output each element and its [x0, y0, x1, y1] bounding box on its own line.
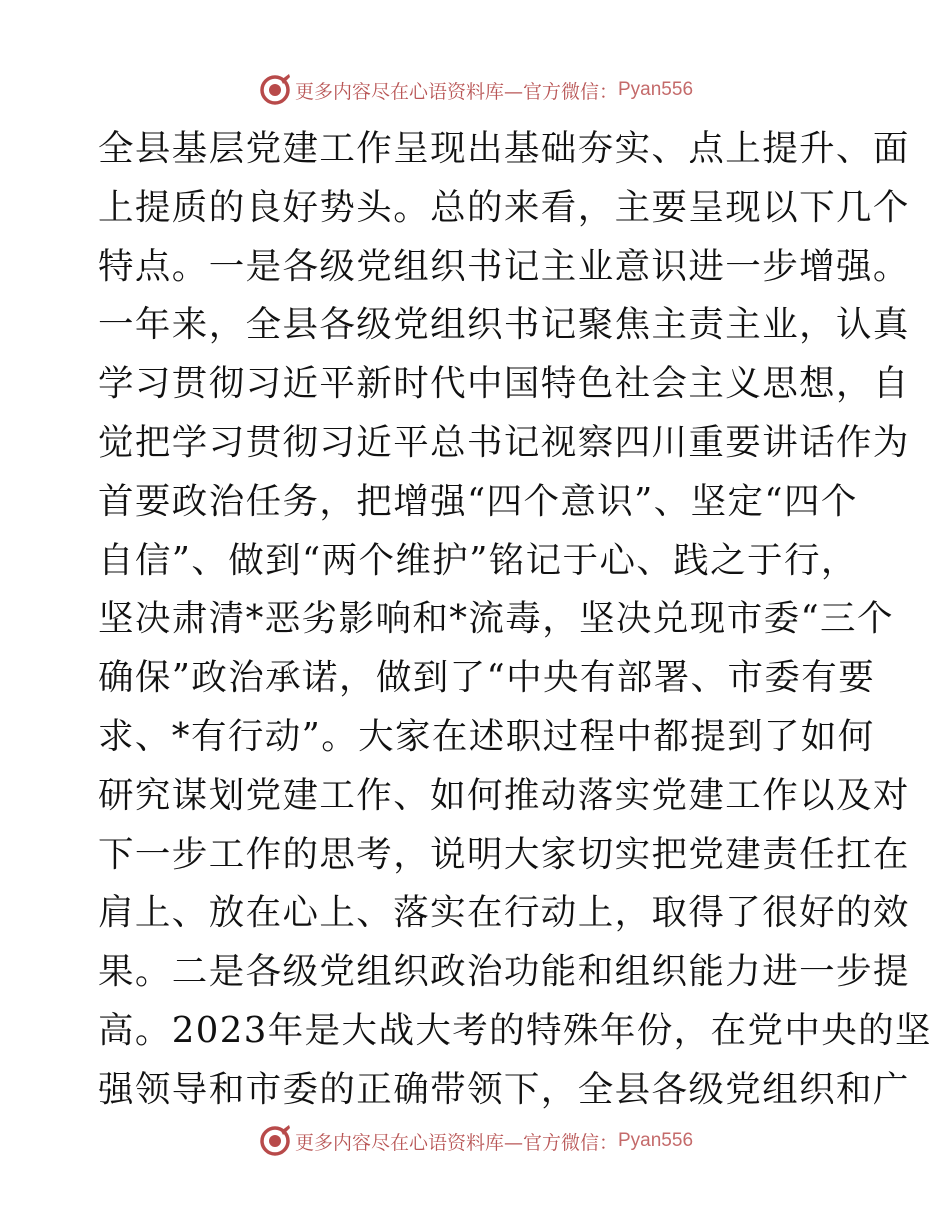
text-line: 全县基层党建工作呈现出基础夯实、点上提升、面 [98, 128, 910, 169]
text-line: 求、*有行动”。大家在述职过程中都提到了如何 [98, 715, 875, 757]
text-line: 肩上、放在心上、落实在行动上，取得了很好的效 [98, 892, 910, 934]
text-line: 首要政治任务，把增强“四个意识”、坚定“四个 [98, 480, 858, 522]
text-line: 觉把学习贯彻习近平总书记视察四川重要讲话作为 [98, 421, 910, 463]
watermark-contact: Pyan556 [618, 1130, 694, 1151]
text-line: 自信”、做到“两个维护”铭记于心、践之于行， [98, 539, 858, 581]
text-line: 特点。一是各级党组织书记主业意识进一步增强。 [98, 245, 910, 287]
document-body [98, 120, 932, 1120]
pen-logo-icon [257, 72, 293, 108]
text-line: 强领导和市委的正确带领下，全县各级党组织和广 [98, 1068, 910, 1110]
text-line: 上提质的良好势头。总的来看，主要呈现以下几个 [98, 186, 910, 228]
watermark-text: 更多内容尽在心语资料库—官方微信： [294, 1131, 618, 1154]
text-line: 研究谋划党建工作、如何推动落实党建工作以及对 [98, 774, 910, 816]
watermark-contact: Pyan556 [618, 79, 694, 100]
text-line: 下一步工作的思考，说明大家切实把党建责任扛在 [98, 833, 910, 875]
header-watermark [0, 70, 950, 110]
footer-watermark [0, 1121, 950, 1161]
text-line: 果。二是各级党组织政治功能和组织能力进一步提 [98, 951, 910, 993]
text-line: 学习贯彻习近平新时代中国特色社会主义思想，自 [98, 363, 910, 405]
text-line: 一年来，全县各级党组织书记聚焦主责主业，认真 [98, 304, 910, 346]
text-line: 高。2023年是大战大考的特殊年份，在党中央的坚 [98, 1009, 932, 1051]
watermark-text: 更多内容尽在心语资料库—官方微信： [294, 80, 618, 103]
text-line: 确保”政治承诺，做到了“中央有部署、市委有要 [98, 657, 876, 699]
text-line: 坚决肃清*恶劣影响和*流毒，坚决兑现市委“三个 [98, 598, 894, 640]
pen-logo-icon [257, 1123, 293, 1159]
